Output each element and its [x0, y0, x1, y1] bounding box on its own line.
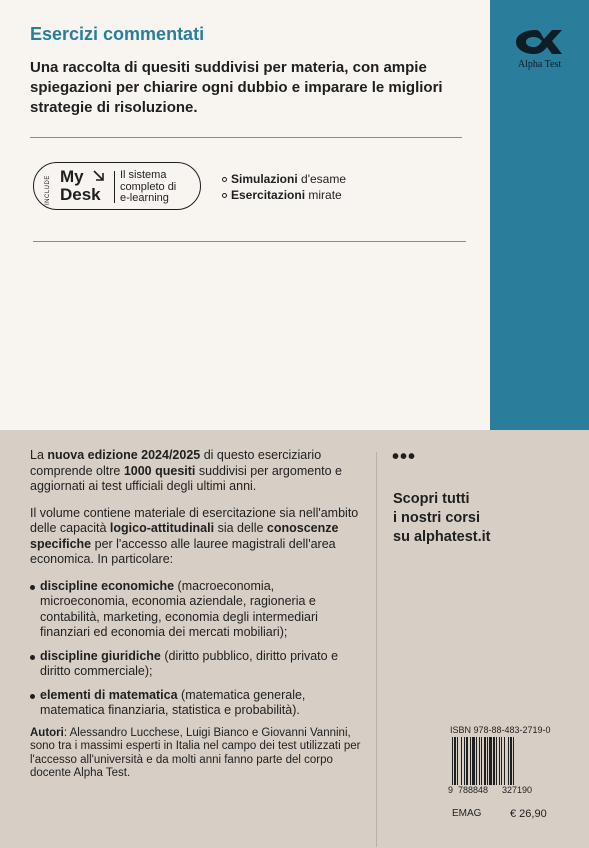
feature-item	[222, 188, 342, 202]
barcode-icon	[452, 737, 544, 787]
divider	[33, 241, 466, 242]
mydesk-desc-line: Il sistema	[120, 169, 167, 181]
feature-bold: Esercitazioni	[231, 188, 306, 202]
brand-name: Alpha Test	[517, 59, 562, 70]
cta-line: Scopri tutti	[393, 491, 470, 507]
brand-stripe	[490, 0, 589, 430]
mydesk-desk: Desk	[60, 185, 101, 204]
list-item: elementi di matematica (matematica generale, matematica finanziaria, statistica e probabilità).	[30, 688, 365, 719]
emag-code: EMAG	[452, 808, 482, 819]
mydesk-description	[120, 170, 176, 205]
section-title: Esercizi commentati	[30, 24, 205, 44]
mydesk-desc-line: completo di	[120, 180, 177, 193]
barcode-digit: 788848	[458, 785, 489, 795]
alpha-test-logo	[490, 26, 589, 70]
feature-bold: Simulazioni	[231, 172, 298, 186]
feature-rest: mirate	[305, 188, 342, 202]
intro-text: Una raccolta di quesiti suddivisi per materia, con ampie spiegazioni per chiarire ogni dubbio e imparare le migliori strategie di risoluzione.	[30, 59, 443, 116]
list-item: discipline giuridiche (diritto pubblico, diritto privato e diritto commerciale);	[30, 649, 365, 680]
paragraph-edition: La nuova edizione 2024/2025 di questo eserciziario comprende oltre 1000 quesiti suddivisi per argomento e aggiornati ai test ufficiali degli ultimi anni.	[30, 448, 342, 493]
arrow-down-right-icon	[92, 169, 106, 183]
list-item: discipline economiche (macroeconomia, microeconomia, economia aziendale, ragioneria e contabilità, marketing, economia degli intermediari finanziari ed economia dei mercati mobiliari);	[30, 579, 365, 641]
barcode-digit: 9	[448, 785, 454, 795]
mydesk-desc-line: e-learning	[120, 192, 169, 204]
mydesk-badge	[33, 162, 201, 210]
divider	[30, 137, 462, 138]
mydesk-my: My	[60, 167, 84, 186]
courses-cta	[393, 490, 563, 547]
cta-line: su alphatest.it	[393, 529, 491, 545]
isbn-label: ISBN 978-88-483-2719-0	[450, 725, 551, 735]
description-column	[30, 448, 365, 781]
mydesk-include: INCLUDE	[45, 175, 51, 205]
feature-rest: d'esame	[297, 172, 347, 186]
circle-bullet-icon	[222, 177, 227, 182]
paragraph-contents: Il volume contiene materiale di esercitazione sia nell'ambito delle capacità logico-attitudinali sia delle conoscenze specifiche per l'accesso alle lauree magistrali dell'area economica. In particolare:	[30, 505, 359, 566]
price-label: € 26,90	[510, 808, 547, 820]
circle-bullet-icon	[222, 193, 227, 198]
mydesk-separator	[114, 171, 115, 203]
authors-note: Autori: Alessandro Lucchese, Luigi Bianco e Giovanni Vannini, sono tra i massimi esperti in Italia nel campo dei test utilizzati per l'accesso all'università e da molti anni fanno parte del corpo docente Alpha Test.	[30, 726, 361, 779]
alpha-logo-icon	[514, 26, 566, 56]
column-divider	[376, 452, 377, 847]
ellipsis-icon: •••	[392, 446, 417, 468]
barcode-digit: 327190	[502, 785, 533, 795]
feature-item	[222, 172, 346, 186]
cta-line: i nostri corsi	[393, 510, 481, 526]
